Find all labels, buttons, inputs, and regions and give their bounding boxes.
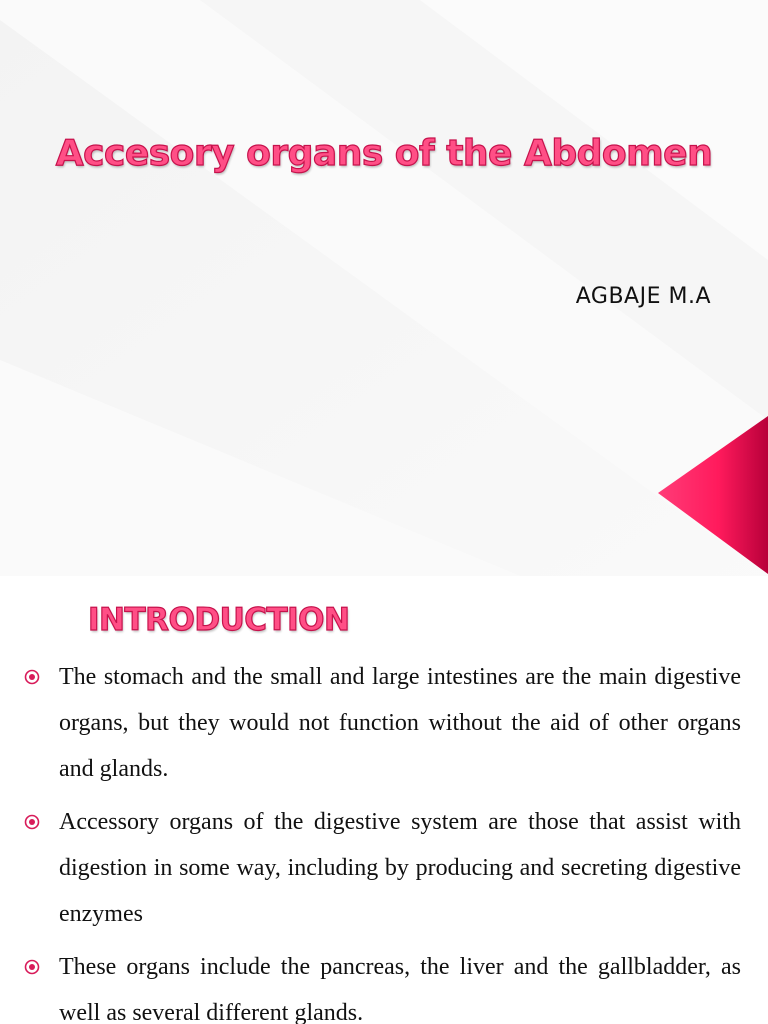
author-name: AGBAJE M.A bbox=[575, 284, 711, 309]
target-bullet-icon bbox=[24, 959, 40, 975]
bullet-text: The stomach and the small and large intestines are the main digestive organs, but they would not function without the aid of other organs and glands. bbox=[59, 664, 741, 782]
introduction-slide bbox=[0, 576, 768, 1024]
target-bullet-icon bbox=[24, 669, 40, 685]
bullet-item bbox=[20, 799, 741, 937]
bullet-list bbox=[20, 654, 741, 1024]
bullet-item bbox=[20, 654, 741, 792]
bullet-item bbox=[20, 944, 741, 1024]
triangle-wedge bbox=[658, 416, 768, 574]
slide-title: Accesory organs of the Abdomen bbox=[55, 133, 713, 174]
bullet-text: Accessory organs of the digestive system are those that assist with digestion in some way, including by producing and secreting digestive enzymes bbox=[59, 809, 741, 927]
section-heading: INTRODUCTION bbox=[88, 602, 350, 638]
target-bullet-icon bbox=[24, 814, 40, 830]
bullet-text: These organs include the pancreas, the liver and the gallbladder, as well as several different glands. bbox=[59, 954, 741, 1024]
